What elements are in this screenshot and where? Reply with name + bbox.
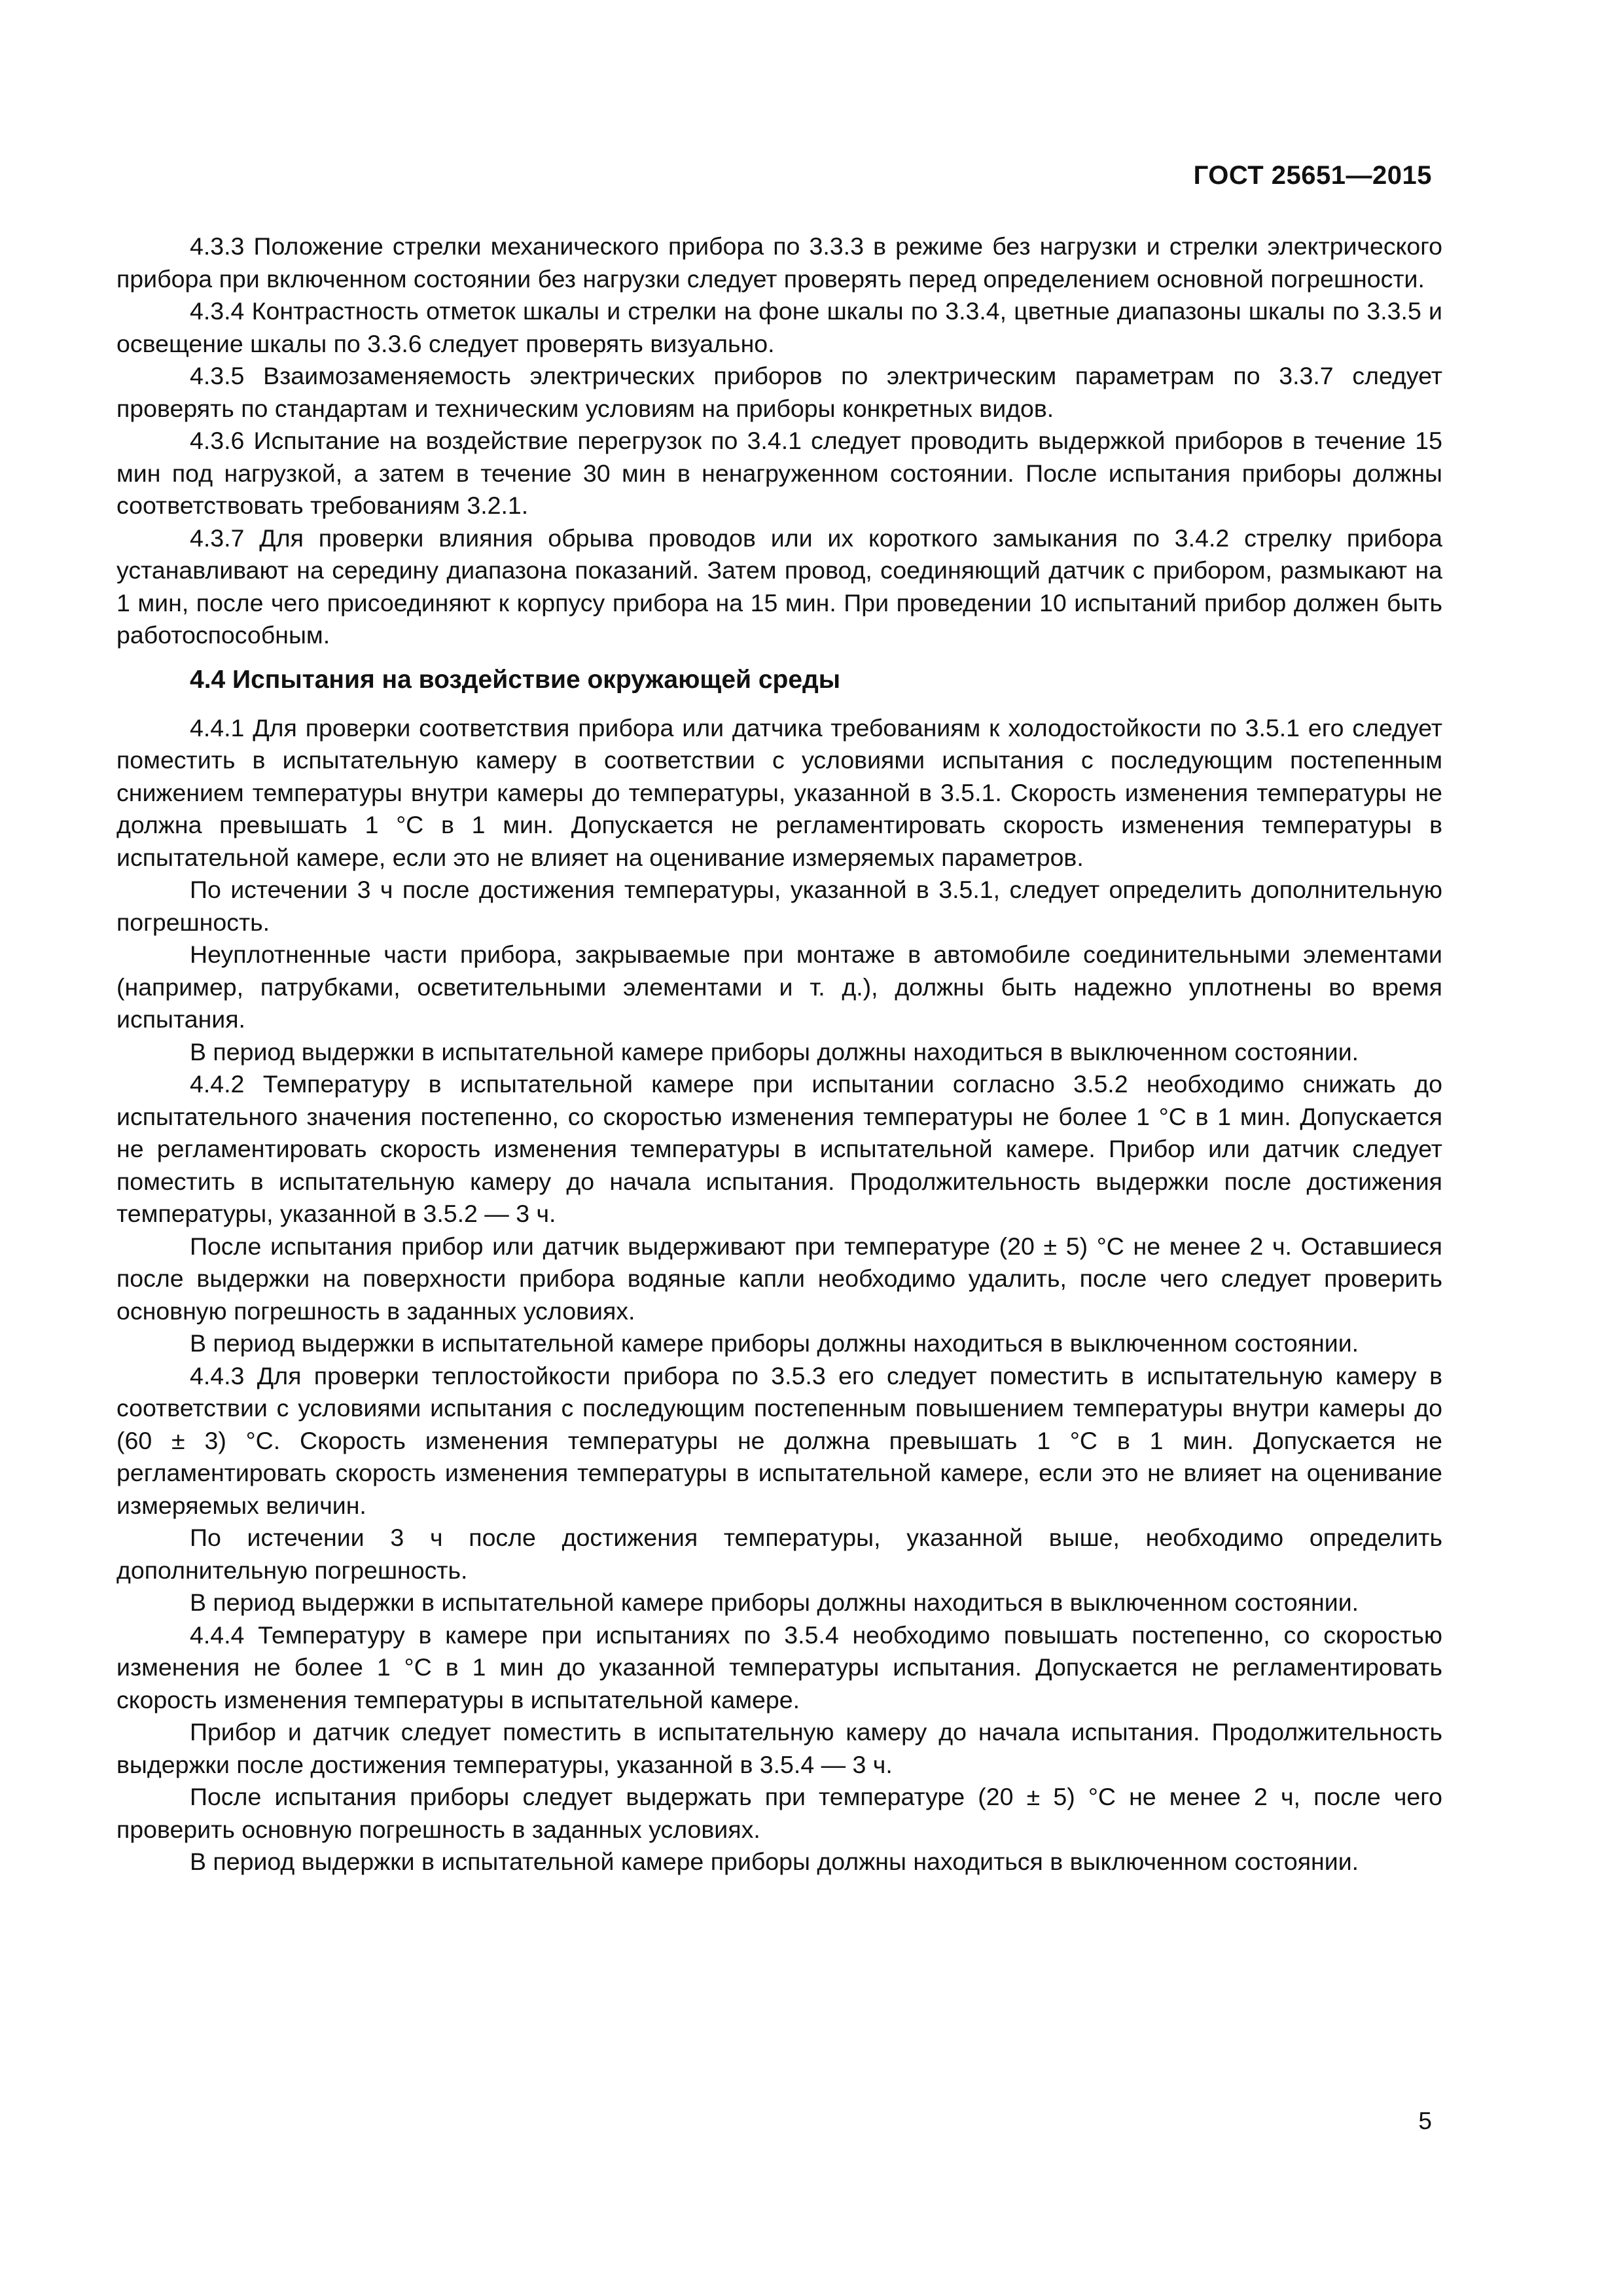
paragraph-4-3-7: 4.3.7 Для проверки влияния обрыва проводов или их короткого замыкания по 3.4.2 стрелку прибора устанавливают на середину диапазона показаний. Затем провод, соединяющий датчик с прибором, размыкают на 1 мин, после чего присоединяют к корпусу прибора на 15 мин. При проведении 10 испытаний прибор должен быть работоспособным. (116, 524, 1442, 649)
paragraph-4-4-2: 4.4.2 Температуру в испытательной камере при испытании согласно 3.5.2 необходимо снижать до испытательного значения постепенно, со скоростью изменения температуры не более 1 °С в 1 мин. Допускается не регламентировать скорость изменения температуры в испытательной камере. Прибор или датчик следует поместить в испытательную камеру до начала испытания. Продолжительность выдержки после достижения температуры, указанной в 3.5.2 — 3 ч. (116, 1070, 1442, 1227)
paragraph: По истечении 3 ч после достижения температуры, указанной выше, необходимо определить дополнительную погрешность. (116, 1524, 1442, 1584)
paragraph: В период выдержки в испытательной камере приборы должны находиться в выключенном состоянии. (190, 1037, 1359, 1066)
paragraph-4-3-6: 4.3.6 Испытание на воздействие перегрузок по 3.4.1 следует проводить выдержкой приборов в течение 15 мин под нагрузкой, а затем в течение 30 мин в ненагруженном состоянии. После испытания приборы должны соответствовать требованиям 3.2.1. (116, 427, 1442, 519)
document-body (116, 230, 1442, 1878)
paragraph: По истечении 3 ч после достижения температуры, указанной в 3.5.1, следует определить дополнительную погрешность. (116, 876, 1442, 936)
paragraph-4-3-4: 4.3.4 Контрастность отметок шкалы и стрелки на фоне шкалы по 3.3.4, цветные диапазоны шкалы по 3.3.5 и освещение шкалы по 3.3.6 следует проверять визуально. (116, 297, 1442, 357)
section-heading-4-4: 4.4 Испытания на воздействие окружающей среды (190, 665, 841, 694)
paragraph-4-3-5: 4.3.5 Взаимозаменяемость электрических приборов по электрическим параметрам по 3.3.7 следует проверять по стандартам и техническим условиям на приборы конкретных видов. (116, 362, 1442, 422)
paragraph: В период выдержки в испытательной камере приборы должны находиться в выключенном состоянии. (190, 1329, 1359, 1357)
paragraph-4-4-1: 4.4.1 Для проверки соответствия прибора или датчика требованиям к холодостойкости по 3.5.1 его следует поместить в испытательную камеру в соответствии с условиями испытания с последующим постепенным снижением температуры внутри камеры до температуры, указанной в 3.5.1. Скорость изменения температуры не должна превышать 1 °С в 1 мин. Допускается не регламентировать скорость изменения температуры в испытательной камере, если это не влияет на оценивание измеряемых параметров. (116, 713, 1442, 871)
document-header: ГОСТ 25651—2015 (1193, 161, 1432, 190)
paragraph: В период выдержки в испытательной камере приборы должны находиться в выключенном состоянии. (190, 1588, 1359, 1616)
paragraph-4-3-3: 4.3.3 Положение стрелки механического прибора по 3.3.3 в режиме без нагрузки и стрелки электрического прибора при включенном состоянии без нагрузки следует проверять перед определением основной погрешности. (116, 232, 1442, 293)
paragraph-4-4-3: 4.4.3 Для проверки теплостойкости прибора по 3.5.3 его следует поместить в испытательную камеру в соответствии с условиями испытания с последующим постепенным повышением температуры внутри камеры до (60 ± 3) °С. Скорость изменения температуры не должна превышать 1 °С в 1 мин. Допускается не регламентировать скорость изменения температуры в испытательной камере, если это не влияет на оценивание измеряемых величин. (116, 1361, 1442, 1519)
paragraph: В период выдержки в испытательной камере приборы должны находиться в выключенном состоянии. (190, 1848, 1359, 1875)
paragraph: После испытания приборы следует выдержать при температуре (20 ± 5) °С не менее 2 ч, после чего проверить основную погрешность в заданных условиях. (116, 1783, 1442, 1843)
paragraph: Прибор и датчик следует поместить в испытательную камеру до начала испытания. Продолжительность выдержки после достижения температуры, указанной в 3.5.4 — 3 ч. (116, 1718, 1442, 1778)
page-number: 5 (1418, 2108, 1432, 2134)
paragraph: После испытания прибор или датчик выдерживают при температуре (20 ± 5) °С не менее 2 ч. Оставшиеся после выдержки на поверхности прибора водяные капли необходимо удалить, после чего следует проверить основную погрешность в заданных условиях. (116, 1232, 1442, 1325)
paragraph: Неуплотненные части прибора, закрываемые при монтаже в автомобиле соединительными элементами (например, патрубками, осветительными элементами и т. д.), должны быть надежно уплотнены во время испытания. (116, 941, 1442, 1033)
paragraph-4-4-4: 4.4.4 Температуру в камере при испытаниях по 3.5.4 необходимо повышать постепенно, со скоростью изменения не более 1 °С в 1 мин до указанной температуры испытания. Допускается не регламентировать скорость изменения температуры в испытательной камере. (116, 1621, 1442, 1713)
